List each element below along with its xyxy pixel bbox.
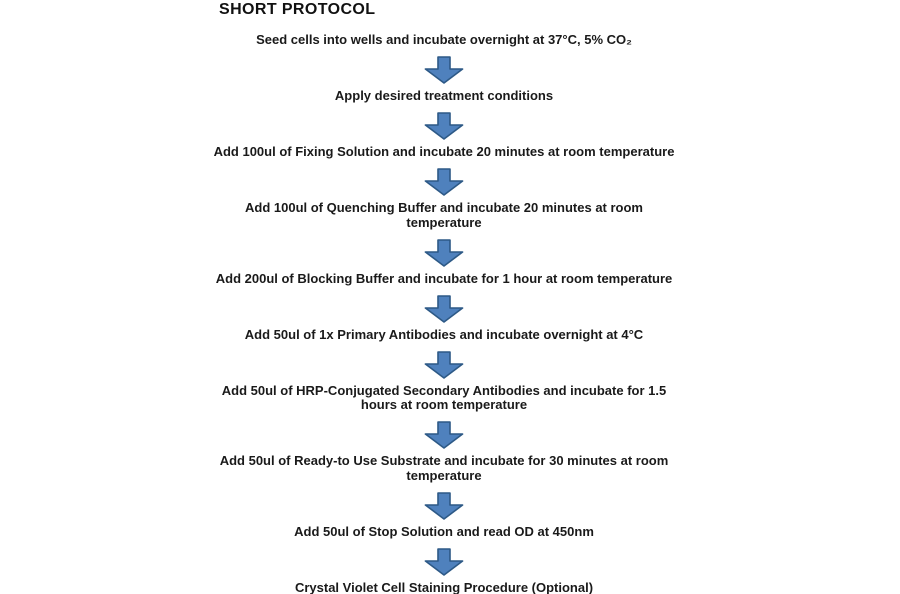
down-block-arrow-icon bbox=[424, 112, 464, 140]
protocol-step-line: Add 200ul of Blocking Buffer and incubate for 1 hour at room temperature bbox=[215, 270, 673, 286]
protocol-flow bbox=[0, 33, 888, 594]
protocol-step-line: temperature bbox=[406, 467, 482, 483]
down-block-arrow-icon bbox=[424, 548, 464, 576]
protocol-step bbox=[335, 89, 553, 104]
protocol-step bbox=[295, 581, 593, 594]
protocol-step bbox=[216, 272, 673, 287]
down-block-arrow-icon bbox=[424, 56, 464, 84]
protocol-step bbox=[220, 454, 669, 483]
down-block-arrow-icon bbox=[424, 351, 464, 379]
down-block-arrow-icon bbox=[424, 295, 464, 323]
protocol-step bbox=[294, 525, 594, 540]
page-title: SHORT PROTOCOL bbox=[219, 1, 376, 18]
down-block-arrow-icon bbox=[424, 168, 464, 196]
protocol-step-line: Add 50ul of Stop Solution and read OD at 450nm bbox=[294, 523, 594, 539]
protocol-step-line: Crystal Violet Cell Staining Procedure (Optional) bbox=[294, 579, 594, 594]
protocol-step bbox=[222, 384, 666, 413]
protocol-step-line: Add 100ul of Fixing Solution and incubate 20 minutes at room temperature bbox=[213, 144, 675, 159]
protocol-step-line: Add 50ul of HRP-Conjugated Secondary Antibodies and incubate for 1.5 bbox=[221, 382, 667, 398]
protocol-step-line: Add 50ul of Ready-to Use Substrate and incubate for 30 minutes at room bbox=[219, 453, 669, 468]
protocol-step-line: Add 100ul of Quenching Buffer and incubate 20 minutes at room bbox=[245, 200, 643, 215]
protocol-step bbox=[256, 33, 632, 48]
protocol-step-line: Seed cells into wells and incubate overnight at 37°C, 5% CO₂ bbox=[256, 32, 632, 47]
protocol-step-line: hours at room temperature bbox=[360, 397, 528, 412]
protocol-step bbox=[245, 201, 643, 230]
down-block-arrow-icon bbox=[424, 421, 464, 449]
protocol-step-line: Add 50ul of 1x Primary Antibodies and incubate overnight at 4°C bbox=[244, 326, 644, 342]
protocol-step bbox=[214, 145, 675, 160]
down-block-arrow-icon bbox=[424, 239, 464, 267]
protocol-step bbox=[245, 328, 643, 343]
protocol-step-line: temperature bbox=[406, 214, 482, 230]
protocol-step-line: Apply desired treatment conditions bbox=[334, 88, 554, 103]
down-block-arrow-icon bbox=[424, 492, 464, 520]
